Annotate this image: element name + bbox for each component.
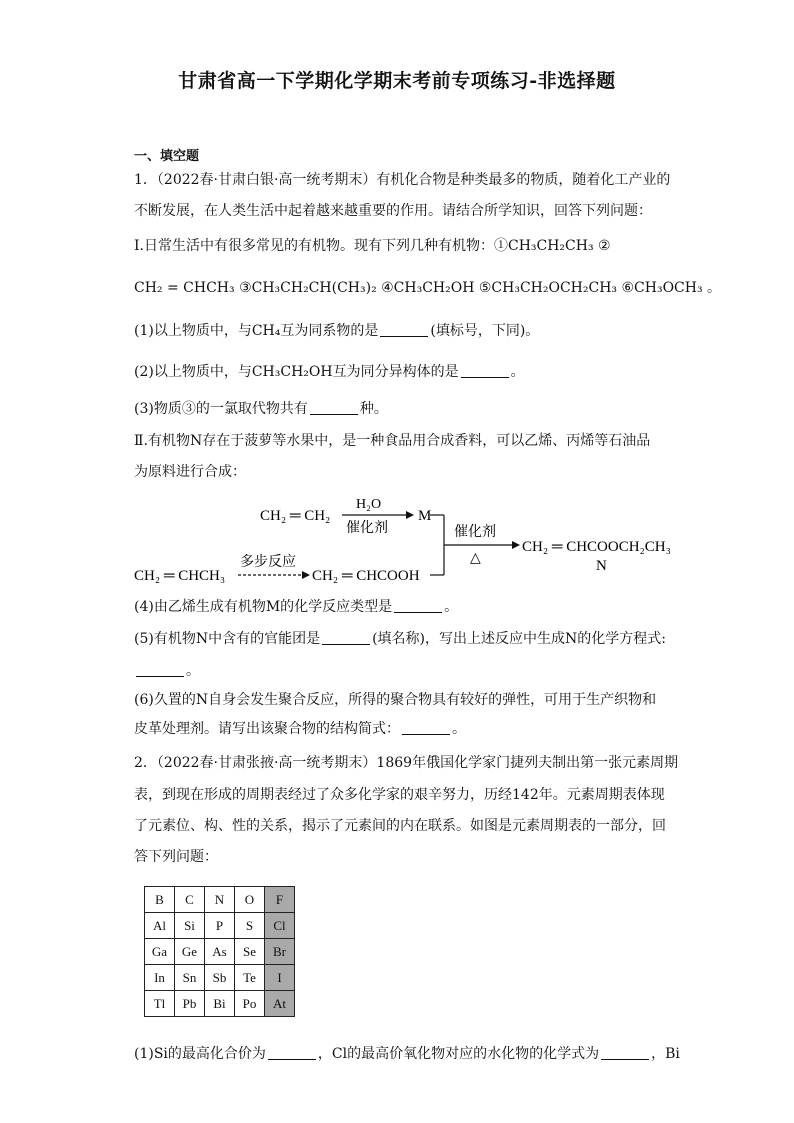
q1-part-1-tail: (填标号，下同)。 [430,323,540,339]
table-row [145,913,295,939]
table-row [145,965,295,991]
q1-part-5-end: 。 [186,663,200,679]
element-cell: N [205,887,235,913]
answer-blank [394,598,442,613]
q1-ii-line-2: 为原料进行合成： [134,464,246,480]
q1-part-3-tail: 种。 [359,401,388,417]
heat-symbol: △ [470,551,481,566]
element-cell: Ga [145,939,175,965]
q1-part-4-tail: 。 [444,599,459,615]
answer-blank [402,720,450,735]
element-cell: F [265,887,295,913]
answer-blank [136,662,184,677]
q1-part-5 [134,629,666,649]
element-cell: Bi [205,991,235,1017]
ethylene-formula: CH₂ ═ CH₂ [260,508,331,524]
synthesis-scheme [130,490,690,590]
answer-blank [322,630,370,645]
q1-line-3: Ⅰ.日常生活中有很多常见的有机物。现有下列几种有机物：①CH₃CH₂CH₃ ② [134,238,611,254]
arrowhead [512,541,520,549]
element-cell: At [265,991,295,1017]
q1-part-5-tail: (填名称)，写出上述反应中生成N的化学方程式: [372,631,666,647]
q1-part-2 [134,362,525,382]
multistep-label: 多步反应 [240,555,296,570]
answer-blank [268,1045,316,1060]
element-cell: P [205,913,235,939]
element-cell: Po [235,991,265,1017]
element-cell: O [235,887,265,913]
element-cell: B [145,887,175,913]
product-formula: CH₂ ═ CHCOOCH₂CH₃ [522,539,671,555]
catalyst-label: 催化剂 [346,521,388,536]
q1-line-2: 不断发展，在人类生活中起着越来越重要的作用。请结合所学知识，回答下列问题： [134,203,652,219]
element-cell: S [235,913,265,939]
element-cell: Pb [175,991,205,1017]
q2-line-3: 了元素位、构、性的关系，揭示了元素间的内在联系。如图是元素周期表的一部分，回 [134,818,666,834]
element-cell: Tl [145,991,175,1017]
q1-part-1 [134,321,539,341]
element-cell: Cl [265,913,295,939]
element-cell: Sb [205,965,235,991]
page-title: 甘肃省高一下学期化学期末考前专项练习-非选择题 [178,70,616,92]
q1-part-6-cont [134,719,466,739]
q2-part-1 [134,1044,680,1064]
table-row [145,991,295,1017]
q1-line-1: 1．（2022春·甘肃白银·高一统考期末）有机化合物是种类最多的物质，随着化工产业的 [134,172,671,188]
q1-line-4: CH₂ = CHCH₃ ③CH₃CH₂CH(CH₃)₂ ④CH₃CH₂OH ⑤CH₃CH₂OCH₂CH₃ ⑥CH₃OCH₃ 。 [134,280,722,296]
q2-part-1-tail: ，Bi [651,1046,680,1062]
q2-line-2: 表，到现在形成的周期表经过了众多化学家的艰辛努力，历经142年。元素周期表体现 [134,787,665,803]
q1-part-2-tail: 。 [510,364,525,380]
element-cell: Ge [175,939,205,965]
q1-part-3-text: (3)物质③的一氯取代物共有 [134,401,308,417]
acrylic-acid-formula: CH₂ ═ CHCOOH [312,568,420,584]
compound-m: M [418,508,432,524]
q1-part-5-text: (5)有机物N中含有的官能团是 [134,631,321,647]
q1-ii-line-1: Ⅱ.有机物N存在于菠萝等水果中，是一种食品用合成香料，可以乙烯、丙烯等石油品 [134,433,651,449]
element-cell: Si [175,913,205,939]
q1-part-6: (6)久置的N自身会发生聚合反应，所得的聚合物具有较好的弹性，可用于生产织物和 [134,692,657,708]
q2-line-1: 2．（2022春·甘肃张掖·高一统考期末）1869年俄国化学家门捷列夫制出第一张元素周期 [134,755,679,771]
propene-formula: CH₂ ═ CHCH₃ [134,568,226,584]
q1-part-2-text: (2)以上物质中，与CH₃CH₂OH互为同分异构体的是 [134,364,459,380]
arrowhead [302,571,310,579]
element-cell: C [175,887,205,913]
element-cell: Al [145,913,175,939]
element-cell: I [265,965,295,991]
element-cell: Br [265,939,295,965]
table-row [145,887,295,913]
q1-part-4-text: (4)由乙烯生成有机物M的化学反应类型是 [134,599,393,615]
compound-n: N [596,558,607,574]
element-cell: In [145,965,175,991]
table-row [145,939,295,965]
element-cell: As [205,939,235,965]
q1-part-3 [134,399,388,419]
answer-blank [601,1045,649,1060]
q1-part-6-end: 。 [452,721,466,737]
periodic-table-fragment [144,886,295,1017]
answer-blank [380,322,428,337]
q2-line-4: 答下列问题： [134,849,218,865]
section-heading: 一、填空题 [134,149,200,164]
element-cell: Sn [175,965,205,991]
answer-blank [310,400,358,415]
q2-part-1-text: (1)Si的最高化合价为 [134,1046,266,1062]
element-cell: Se [235,939,265,965]
catalyst-label-2: 催化剂 [454,525,496,540]
arrowhead [406,511,414,519]
q1-part-1-text: (1)以上物质中，与CH₄互为同系物的是 [134,323,379,339]
q1-part-5-cont [134,661,200,681]
water-reagent: H₂O [356,497,382,512]
q2-part-1-mid: ，Cl的最高价氧化物对应的水化物的化学式为 [317,1046,600,1062]
answer-blank [461,363,509,378]
q1-part-4 [134,597,458,617]
element-cell: Te [235,965,265,991]
q1-part-6-text: 皮革处理剂。请写出该聚合物的结构简式： [134,721,400,737]
